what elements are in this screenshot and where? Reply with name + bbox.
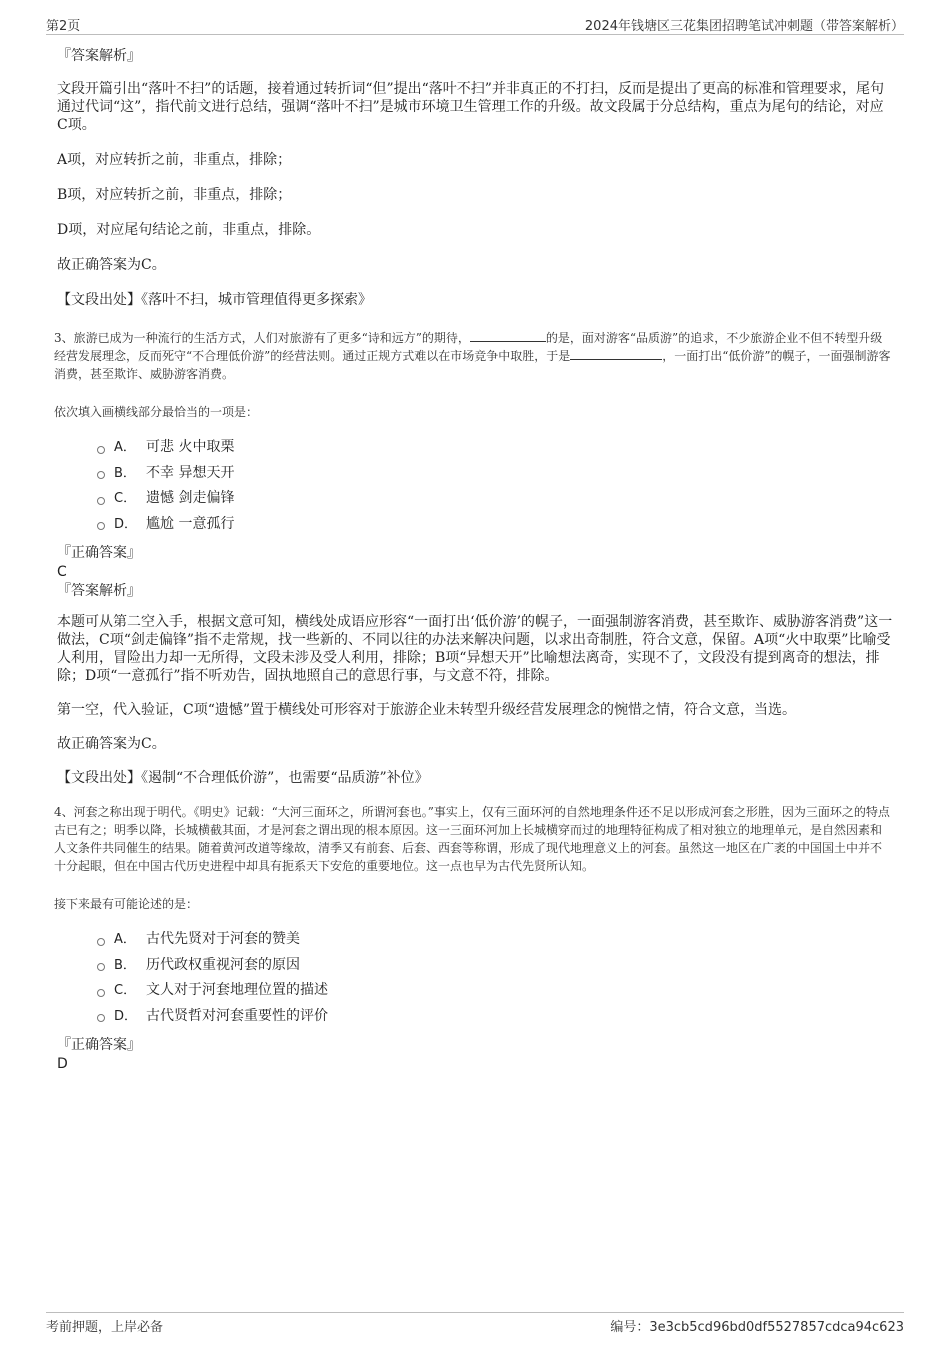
q3-option-b[interactable]	[97, 461, 893, 487]
q3-analysis-heading: 『答案解析』	[57, 583, 141, 599]
option-letter: D．	[114, 516, 138, 532]
page-number: 第2页	[46, 19, 81, 34]
q3-conclusion: 故正确答案为C。	[57, 736, 166, 752]
q2-option-a-note: A项，对应转折之前，非重点，排除；	[57, 152, 292, 168]
q2-source: 【文段出处】《落叶不扫，城市管理值得更多探索》	[57, 292, 372, 308]
radio-icon[interactable]	[97, 938, 105, 946]
option-text: 遗憾 剑走偏锋	[146, 490, 235, 506]
q3-stem-part1: 3、旅游已成为一种流行的生活方式，人们对旅游有了更多“诗和远方”的期待，	[54, 331, 470, 345]
q3-prompt: 依次填入画横线部分最恰当的一项是：	[54, 405, 259, 419]
q2-analysis-text: 文段开篇引出“落叶不扫”的话题，接着通过转折词“但”提出“落叶不扫”并非真正的不打扫，反而是提出了更高的标准和管理要求，尾句通过代词“这”，指代前文进行总结，强调“落叶不扫”是城市环境卫生管理工作的升级。故文段属于分总结构，重点为尾句的结论，对应C项。	[57, 81, 884, 133]
option-text: 可悲 火中取栗	[146, 439, 235, 455]
radio-icon[interactable]	[97, 989, 105, 997]
footer-slogan: 考前押题，上岸必备	[46, 1320, 164, 1335]
radio-icon[interactable]	[97, 522, 105, 530]
option-letter: A．	[114, 932, 136, 947]
option-text: 历代政权重视河套的原因	[146, 956, 300, 973]
q4-prompt: 接下来最有可能论述的是：	[54, 897, 199, 911]
option-text: 古代先贤对于河套的赞美	[146, 931, 300, 947]
page-content	[54, 46, 893, 1073]
q4-answer: D	[57, 1056, 68, 1072]
q4-stem: 4、河套之称出现于明代。《明史》记载：“大河三面环之，所谓河套也。”事实上，仅有三面环河的自然地理条件还不足以形成河套之形胜，因为三面环之的特点古已有之；明季以降，长城横截其面，才是河套之谓出现的根本原因。这一三面环河加上长城横穿而过的地理特征构成了相对独立的地理单元，是自然因素和人文条件共同催生的结果。随着黄河改道等缘故，清季又有前套、后套、西套等称谓，形成了现代地理意义上的河套。虽然这一地区在广袤的中国国土中并不十分起眼，但在中国古代历史进程中却具有扼系天下安危的重要地位。这一点也早为古代先贤所认知。	[54, 805, 890, 873]
q4-options	[97, 927, 893, 1029]
option-text: 不幸 异想天开	[146, 464, 235, 481]
q3-stem-part2: 的是，面对游客“品质游”的追求，不少旅游企业不但不转型升级经营发展理念，反而死守“不合理低价游”的经营法则。通过正规方式难以在市场竞争中取胜，于是	[54, 331, 883, 363]
page-footer	[46, 1312, 904, 1335]
q4-option-a[interactable]	[97, 927, 893, 953]
radio-icon[interactable]	[97, 963, 105, 971]
document-title: 2024年钱塘区三花集团招聘笔试冲刺题（带答案解析）	[584, 19, 904, 34]
q3-stem	[54, 329, 893, 383]
q3-options	[97, 435, 893, 537]
option-text: 文人对于河套地理位置的描述	[146, 982, 328, 998]
q4-option-d[interactable]	[97, 1004, 893, 1030]
option-letter: C．	[114, 983, 137, 998]
q3-answer-heading: 『正确答案』	[57, 545, 141, 561]
option-letter: D．	[114, 1008, 138, 1024]
q4-option-b[interactable]	[97, 953, 893, 979]
q2-analysis-heading: 『答案解析』	[57, 48, 141, 64]
radio-icon[interactable]	[97, 497, 105, 505]
q3-stem-part3: ，一面打出“低价游”的幌子，一面强制游客消费，甚至欺诈、威胁游客消费。	[54, 349, 891, 381]
q2-option-b-note: B项，对应转折之前，非重点，排除；	[57, 187, 292, 203]
q3-option-d[interactable]	[97, 512, 893, 538]
q2-conclusion: 故正确答案为C。	[57, 257, 166, 273]
q3-answer: C	[57, 564, 67, 580]
option-letter: A．	[114, 440, 136, 455]
option-letter: B．	[114, 465, 136, 481]
q3-option-a[interactable]	[97, 435, 893, 461]
option-text: 古代贤哲对河套重要性的评价	[146, 1007, 328, 1024]
option-letter: C．	[114, 491, 137, 506]
q3-option-c[interactable]	[97, 486, 893, 512]
radio-icon[interactable]	[97, 471, 105, 479]
q4-option-c[interactable]	[97, 978, 893, 1004]
q3-source: 【文段出处】《遏制“不合理低价游”，也需要“品质游”补位》	[57, 770, 429, 786]
page-header	[46, 14, 904, 35]
q3-blank-1	[470, 329, 546, 342]
document-code: 编号：3e3cb5cd96bd0df5527857cdca94c623	[610, 1320, 904, 1335]
q3-analysis-p1: 本题可从第二空入手，根据文意可知，横线处成语应形容“一面打出‘低价游’的幌子，一面强制游客消费，甚至欺诈、威胁游客消费”这一做法，C项“剑走偏锋”指不走常规，找一些新的、不同以往的办法来解决问题，以求出奇制胜，符合文意，保留。A项“火中取栗”比喻受人利用，冒险出力却一无所得，文段未涉及受人利用，排除；B项“异想天开”比喻想法离奇，实现不了，文段没有提到离奇的想法，排除；D项“一意孤行”指不听劝告，固执地照自己的意思行事，与文意不符，排除。	[57, 614, 893, 684]
q3-analysis-p2: 第一空，代入验证，C项“遗憾”置于横线处可形容对于旅游企业未转型升级经营发展理念的惋惜之情，符合文意，当选。	[57, 702, 797, 718]
radio-icon[interactable]	[97, 446, 105, 454]
q3-blank-2	[570, 347, 662, 360]
radio-icon[interactable]	[97, 1014, 105, 1022]
q2-option-d-note: D项，对应尾句结论之前，非重点，排除。	[57, 222, 321, 238]
option-letter: B．	[114, 957, 136, 973]
option-text: 尴尬 一意孤行	[146, 515, 235, 532]
q4-answer-heading: 『正确答案』	[57, 1037, 141, 1053]
